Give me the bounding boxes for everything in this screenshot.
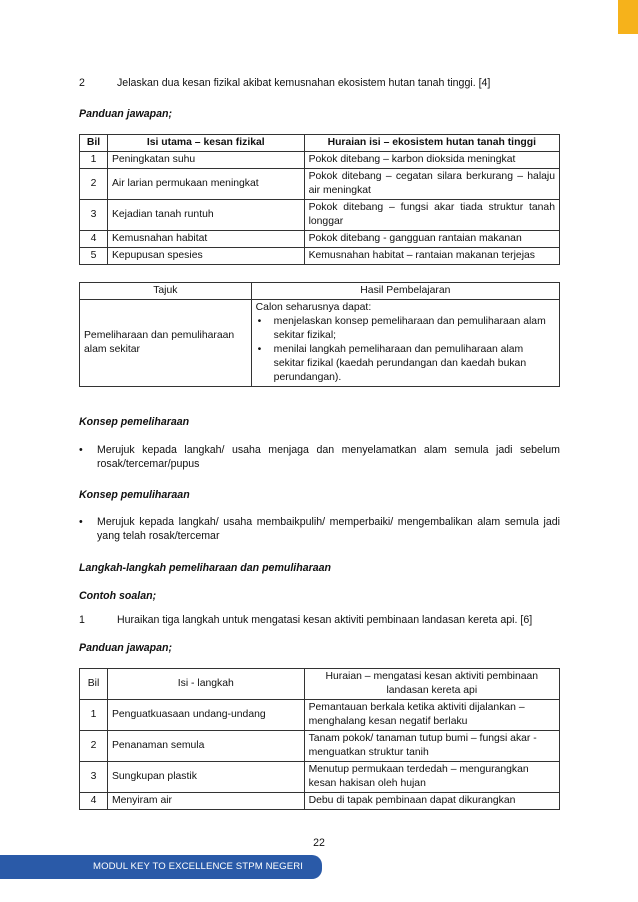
header-huraian: Huraian isi – ekosistem hutan tanah tinggi [304, 135, 559, 152]
question-number: 2 [79, 77, 85, 89]
panduan-heading-2: Panduan jawapan; [79, 642, 173, 654]
cell-isi: Menyiram air [107, 793, 304, 810]
cell-isi: Penguatkuasaan undang-undang [107, 700, 304, 731]
table-row [80, 169, 560, 200]
outcome-bullet: • menjelaskan konsep pemeliharaan dan pemuliharaan alam sekitar fizikal; [256, 315, 555, 343]
cell-huraian: Debu di tapak pembinaan dapat dikurangkan [304, 793, 559, 810]
table-row [80, 731, 560, 762]
cell-huraian: Pokok ditebang – fungsi akar tiada struktur tanah longgar [304, 200, 559, 231]
cell-bil: 4 [80, 231, 108, 248]
cell-isi: Kejadian tanah runtuh [107, 200, 304, 231]
header-bil: Bil [80, 669, 108, 700]
cell-huraian: Menutup permukaan terdedah – mengurangkan kesan hakisan oleh hujan [304, 762, 559, 793]
question-text: Huraikan tiga langkah untuk mengatasi kesan aktiviti pembinaan landasan kereta api. [6] [117, 614, 533, 626]
answer-table-1 [79, 134, 560, 265]
footer-banner: MODUL KEY TO EXCELLENCE STPM NEGERI PERAK [0, 855, 322, 879]
cell-huraian: Pemantauan berkala ketika aktiviti dijalankan – menghalang kesan negatif berlaku [304, 700, 559, 731]
outcome-bullet: • menilai langkah pemeliharaan dan pemuliharaan alam sekitar fizikal (kaedah perundangan dan kaedah bukan perundangan). [256, 343, 555, 385]
table-row [80, 300, 560, 387]
question-2 [79, 76, 490, 90]
table-header-row [80, 283, 560, 300]
table-header-row [80, 669, 560, 700]
cell-bil: 3 [80, 200, 108, 231]
learning-outcome-table [79, 282, 560, 387]
cell-huraian: Tanam pokok/ tanaman tutup bumi – fungsi akar - menguatkan struktur tanih [304, 731, 559, 762]
table-row [80, 793, 560, 810]
cell-bil: 2 [80, 169, 108, 200]
header-bil: Bil [80, 135, 108, 152]
page-number: 22 [313, 837, 325, 849]
cell-bil: 5 [80, 248, 108, 265]
header-hasil: Hasil Pembelajaran [251, 283, 559, 300]
cell-isi: Peningkatan suhu [107, 152, 304, 169]
cell-isi: Air larian permukaan meningkat [107, 169, 304, 200]
cell-isi: Kepupusan spesies [107, 248, 304, 265]
konsep-pemuliharaan-title: Konsep pemuliharaan [79, 489, 190, 501]
cell-isi: Sungkupan plastik [107, 762, 304, 793]
cell-isi: Kemusnahan habitat [107, 231, 304, 248]
cell-isi: Penanaman semula [107, 731, 304, 762]
konsep-pemeliharaan-bullet: • Merujuk kepada langkah/ usaha menjaga dan menyelamatkan alam semula jadi sebelum rosak/tercemar/pupus [79, 443, 560, 472]
cell-bil: 2 [80, 731, 108, 762]
table-row [80, 152, 560, 169]
konsep-pemeliharaan-title: Konsep pemeliharaan [79, 416, 190, 428]
cell-huraian: Pokok ditebang – cegatan silara berkurang – halaju air meningkat [304, 169, 559, 200]
cell-bil: 4 [80, 793, 108, 810]
konsep-pemuliharaan-bullet: • Merujuk kepada langkah/ usaha membaikpulih/ memperbaiki/ mengembalikan alam semula jadi yang telah rosak/tercemar [79, 515, 560, 544]
table-row [80, 700, 560, 731]
outcome-intro: Calon seharusnya dapat: [255, 302, 372, 314]
panduan-heading-1: Panduan jawapan; [79, 108, 173, 120]
cell-hasil [251, 300, 559, 387]
answer-table-2 [79, 668, 560, 810]
header-isi: Isi - langkah [107, 669, 304, 700]
question-text: Jelaskan dua kesan fizikal akibat kemusnahan ekosistem hutan tanah tinggi. [4] [117, 77, 491, 89]
table-row [80, 200, 560, 231]
header-isi: Isi utama – kesan fizikal [107, 135, 304, 152]
cell-tajuk: Pemeliharaan dan pemuliharaan alam sekitar [80, 300, 252, 387]
table-row [80, 248, 560, 265]
cell-bil: 3 [80, 762, 108, 793]
page-tab-marker [618, 0, 638, 34]
question-number: 1 [79, 614, 85, 626]
cell-huraian: Pokok ditebang - gangguan rantaian makanan [304, 231, 559, 248]
cell-huraian: Kemusnahan habitat – rantaian makanan terjejas [304, 248, 559, 265]
contoh-title: Contoh soalan; [79, 590, 157, 602]
table-row [80, 762, 560, 793]
header-tajuk: Tajuk [80, 283, 252, 300]
langkah-title: Langkah-langkah pemeliharaan dan pemuliharaan [79, 562, 331, 574]
table-header-row [80, 135, 560, 152]
cell-huraian: Pokok ditebang – karbon dioksida meningkat [304, 152, 559, 169]
cell-bil: 1 [80, 152, 108, 169]
question-1 [79, 613, 532, 627]
header-huraian: Huraian – mengatasi kesan aktiviti pembinaan landasan kereta api [304, 669, 559, 700]
cell-bil: 1 [80, 700, 108, 731]
table-row [80, 231, 560, 248]
